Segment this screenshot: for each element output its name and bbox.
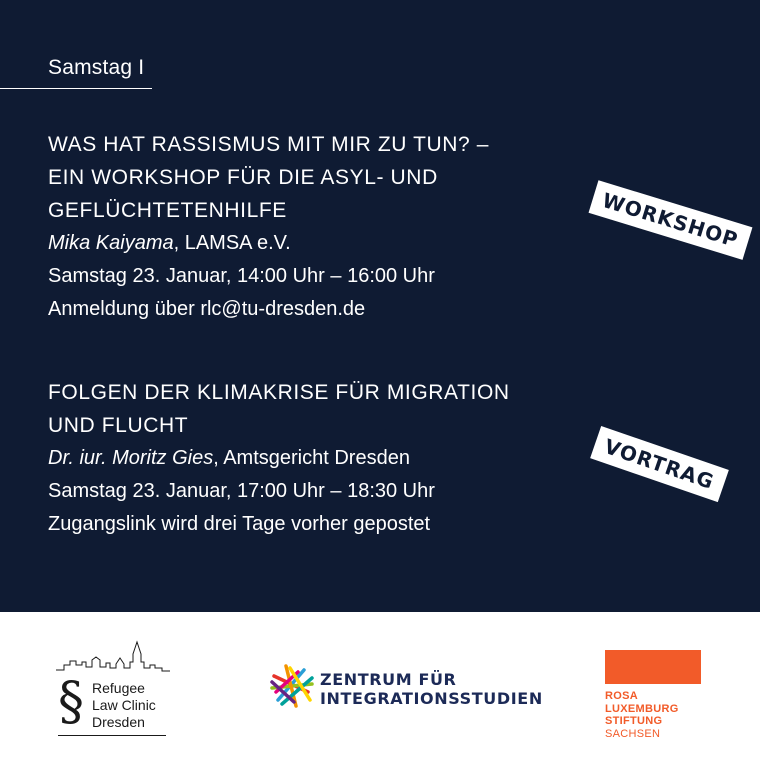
badge-vortrag: VORTRAG xyxy=(590,426,728,502)
rosa-luxemburg-stiftung-logo xyxy=(605,650,705,740)
event-talk xyxy=(48,376,568,541)
zentrum-integrationsstudien-logo xyxy=(268,662,543,712)
event-organization: , Amtsgericht Dresden xyxy=(213,447,410,469)
colorful-network-icon xyxy=(268,662,316,710)
event-note: Anmeldung über rlc@tu-dresden.de xyxy=(48,298,366,320)
rlc-baseline xyxy=(58,735,166,736)
event-speaker: Mika Kaiyama xyxy=(48,232,174,254)
event-title xyxy=(48,128,568,227)
event-date: Samstag 23. Januar, 17:00 Uhr – 18:30 Uhr xyxy=(48,480,435,502)
event-organization: , LAMSA e.V. xyxy=(173,232,291,254)
paragraph-symbol: § xyxy=(58,672,84,732)
rls-logo-text: ROSA LUXEMBURG STIFTUNG SACHSEN xyxy=(605,690,679,740)
zfi-logo-text: ZENTRUM FÜR INTEGRATIONSSTUDIEN xyxy=(320,670,543,708)
day-label: Samstag I xyxy=(48,56,145,79)
event-speaker-line xyxy=(48,227,568,260)
event-title-line: WAS HAT RASSISMUS MIT MIR ZU TUN? – xyxy=(48,133,490,156)
event-title-line: FOLGEN DER KLIMAKRISE FÜR MIGRATION xyxy=(48,381,510,404)
partner-logos xyxy=(0,612,760,760)
event-title-line: GEFLÜCHTETENHILFE xyxy=(48,199,287,222)
event-speaker: Dr. iur. Moritz Gies xyxy=(48,447,214,469)
event-note: Zugangslink wird drei Tage vorher gepostet xyxy=(48,513,431,535)
event-title xyxy=(48,376,568,442)
rls-orange-block xyxy=(605,650,701,684)
badge-workshop: WORKSHOP xyxy=(589,180,753,260)
event-title-line: EIN WORKSHOP FÜR DIE ASYL- UND xyxy=(48,166,438,189)
day-underline xyxy=(0,88,152,89)
event-title-line: UND FLUCHT xyxy=(48,414,189,437)
event-speaker-line xyxy=(48,442,568,475)
event-workshop xyxy=(48,128,568,326)
refugee-law-clinic-logo xyxy=(54,640,172,746)
rlc-logo-text: Refugee Law Clinic Dresden xyxy=(92,680,156,730)
event-date: Samstag 23. Januar, 14:00 Uhr – 16:00 Uhr xyxy=(48,265,435,287)
